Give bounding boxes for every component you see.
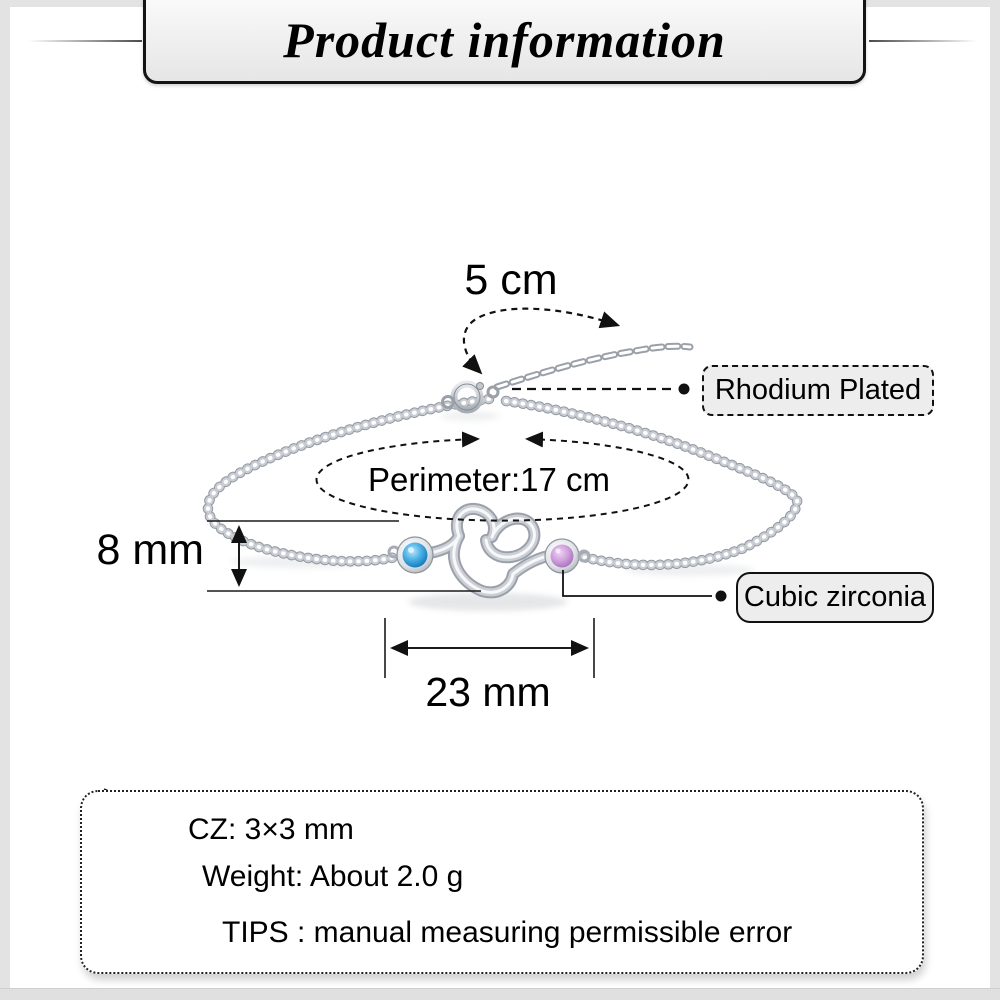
rhodium-plated-callout: [702, 365, 934, 416]
rhodium-plated-text: Rhodium Plated: [714, 374, 922, 406]
perimeter-label: Perimeter:17 cm: [367, 461, 611, 498]
extension-chain: [497, 346, 690, 387]
cubic-zirconia-text: Cubic zirconia: [743, 581, 927, 613]
spec-item-tips: TIPS : manual measuring permissible error: [222, 916, 793, 949]
charm-width-label: 23 mm: [425, 669, 551, 715]
extension-length-label: 5 cm: [464, 256, 558, 304]
spec-item-weight: Weight: About 2.0 g: [202, 860, 464, 893]
page-title: Product information: [283, 12, 726, 68]
cubic-zirconia-callout: [736, 572, 934, 623]
spec-item-cz-size: CZ: 3×3 mm: [188, 813, 354, 846]
clasp-leader-line: [512, 384, 690, 395]
charm-height-label: 8 mm: [96, 526, 204, 574]
